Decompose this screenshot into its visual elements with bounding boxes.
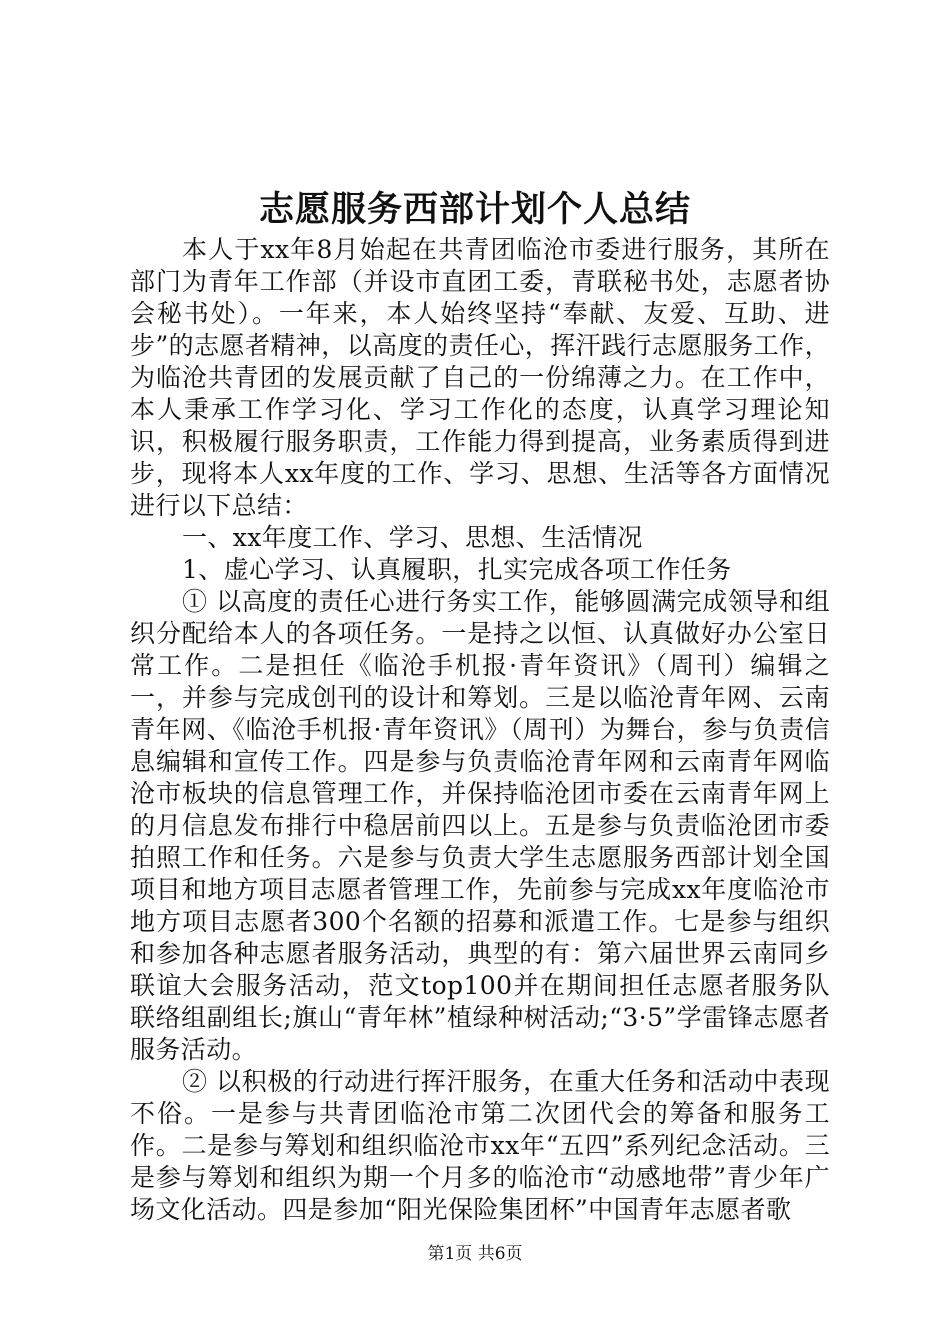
paragraph-item-2: ② 以积极的行动进行挥汗服务，在重大任务和活动中表现不俗。一是参与共青团临沧市第二次团代会的筹备和服务工作。二是参与筹划和组织临沧市xx年“五四”系列纪念活动。三是参与筹划和组织为期一个月多的临沧市“动感地带”青少年广场文化活动。四是参加“阳光保险集团杯”中国青年志愿者歌	[130, 1067, 830, 1224]
section-heading: 一、xx年度工作、学习、思想、生活情况	[182, 523, 643, 552]
page-number-footer: 第1页 共6页	[427, 1244, 523, 1264]
paragraph-item-1: ① 以高度的责任心进行务实工作，能够圆满完成领导和组织分配给本人的各项任务。一是持之以恒、认真做好办公室日常工作。二是担任《临沧手机报·青年资讯》（周刊）编辑之一，并参与完成创刊的设计和筹划。三是以临沧青年网、云南青年网、《临沧手机报·青年资讯》（周刊）为舞台，参与负责信息编辑和宣传工作。四是参与负责临沧青年网和云南青年网临沧市板块的信息管理工作，并保持临沧团市委在云南青年网上的月信息发布排行中稳居前四以上。五是参与负责临沧团市委拍照工作和任务。六是参与负责大学生志愿服务西部计划全国项目和地方项目志愿者管理工作，先前参与完成xx年度临沧市地方项目志愿者300个名额的招募和派遣工作。七是参与组织和参加各种志愿者服务活动，典型的有：第六届世界云南同乡联谊大会服务活动，范文top100并在期间担任志愿者服务队联络组副组长;旗山“青年林”植绿种树活动;“3·5”学雷锋志愿者服务活动。	[130, 587, 830, 1064]
document-title: 志愿服务西部计划个人总结	[258, 189, 691, 230]
document-body	[130, 234, 830, 1226]
paragraph-intro: 本人于xx年8月始起在共青团临沧市委进行服务，其所在部门为青年工作部（并设市直团工委，青联秘书处，志愿者协会秘书处）。一年来，本人始终坚持“奉献、友爱、互助、进步”的志愿者精神，以高度的责任心，挥汗践行志愿服务工作，为临沧共青团的发展贡献了自己的一份绵薄之力。在工作中，本人秉承工作学习化、学习工作化的态度，认真学习理论知识，积极履行服务职责，工作能力得到提高，业务素质得到进步，现将本人xx年度的工作、学习、思想、生活等各方面情况进行以下总结：	[130, 235, 830, 520]
subsection-heading: 1、虚心学习、认真履职，扎实完成各项工作任务	[182, 555, 732, 584]
